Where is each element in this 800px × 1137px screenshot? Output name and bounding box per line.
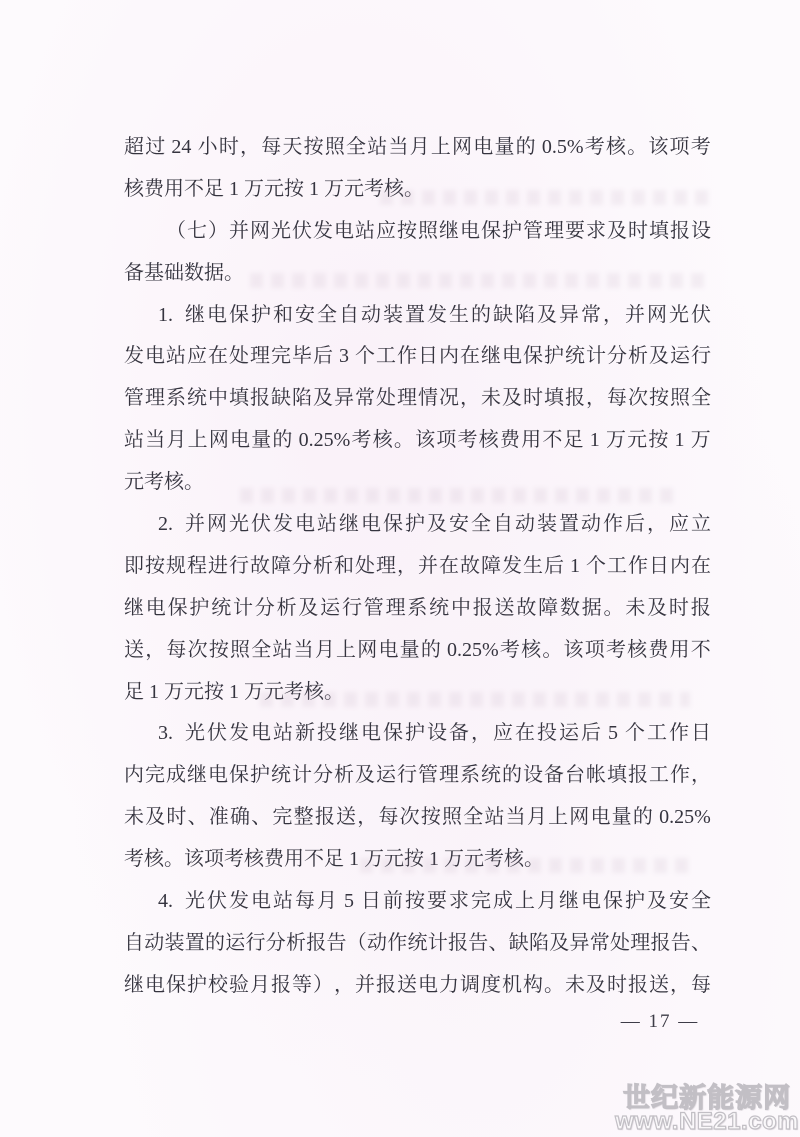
watermark-site-name: 世纪新能源网 <box>623 1083 792 1113</box>
text-line: 送 ， 每 次 按 照 全 站 当 月 上 网 电 量 的 0.25% 考 核 。 该 项 考 核 费 用 不 <box>124 638 711 661</box>
text-line: 2. 并 网 光 伏 发 电 站 继 电 保 护 及 安 全 自 动 装 置 动 作 后 ， 应 立 <box>158 513 711 536</box>
text-line: 核费用不足 1 万元按 1 万元考核。 <box>124 177 424 200</box>
text-line: 元考核。 <box>124 471 204 494</box>
text-line: 超 过 24 小 时 ， 每 天 按 照 全 站 当 月 上 网 电 量 的 0.5% 考 核 。 该 项 考 <box>124 136 711 158</box>
text-line: （ 七 ） 并 网 光 伏 发 电 站 应 按 照 继 电 保 护 管 理 要 求 及 时 填 报 设 <box>166 219 711 242</box>
document-body <box>124 127 711 1007</box>
text-line: 站 当 月 上 网 电 量 的 0.25% 考 核 。 该 项 考 核 费 用 不 足 1 万 元 按 1 万 <box>124 429 711 452</box>
text-line: 1. 继 电 保 护 和 安 全 自 动 装 置 发 生 的 缺 陷 及 异 常 ， 并 网 光 伏 <box>158 303 711 326</box>
watermark-site-url: www.NE21.com <box>615 1108 799 1135</box>
text-line: 3. 光 伏 发 电 站 新 投 继 电 保 护 设 备 ， 应 在 投 运 后 5 个 工 作 日 <box>158 722 711 745</box>
text-line: 自 动 装 置 的 运 行 分 析 报 告 （ 动 作 统 计 报 告 、 缺 陷 及 异 常 处 理 报 告 、 <box>124 931 711 954</box>
text-line: 管 理 系 统 中 填 报 缺 陷 及 异 常 处 理 情 况 ， 未 及 时 填 报 ， 每 次 按 照 全 <box>124 387 711 410</box>
text-line: 内 完 成 继 电 保 护 统 计 分 析 及 运 行 管 理 系 统 的 设 备 台 帐 填 报 工 作 ， <box>124 764 711 787</box>
text-line: 考核。该项考核费用不足 1 万元按 1 万元考核。 <box>124 848 544 871</box>
text-line: 即 按 规 程 进 行 故 障 分 析 和 处 理 ， 并 在 故 障 发 生 后 1 个 工 作 日 内 在 <box>124 554 711 577</box>
text-line: 继 电 保 护 统 计 分 析 及 运 行 管 理 系 统 中 报 送 故 障 数 据 。 未 及 时 报 <box>124 596 711 619</box>
page-number: — 17 — <box>620 1011 700 1032</box>
text-line: 备基础数据。 <box>124 261 244 284</box>
text-line: 足 1 万元按 1 万元考核。 <box>124 680 344 703</box>
text-line: 继 电 保 护 校 验 月 报 等 ） ， 并 报 送 电 力 调 度 机 构 。 未 及 时 报 送 ， 每 <box>124 973 711 996</box>
text-line: 发 电 站 应 在 处 理 完 毕 后 3 个 工 作 日 内 在 继 电 保 护 统 计 分 析 及 运 行 <box>124 345 711 368</box>
text-line: 未 及 时 、 准 确 、 完 整 报 送 ， 每 次 按 照 全 站 当 月 上 网 电 量 的 0.25% <box>124 806 711 829</box>
text-line: 4. 光 伏 发 电 站 每 月 5 日 前 按 要 求 完 成 上 月 继 电 保 护 及 安 全 <box>158 890 711 913</box>
watermark <box>615 1085 799 1134</box>
